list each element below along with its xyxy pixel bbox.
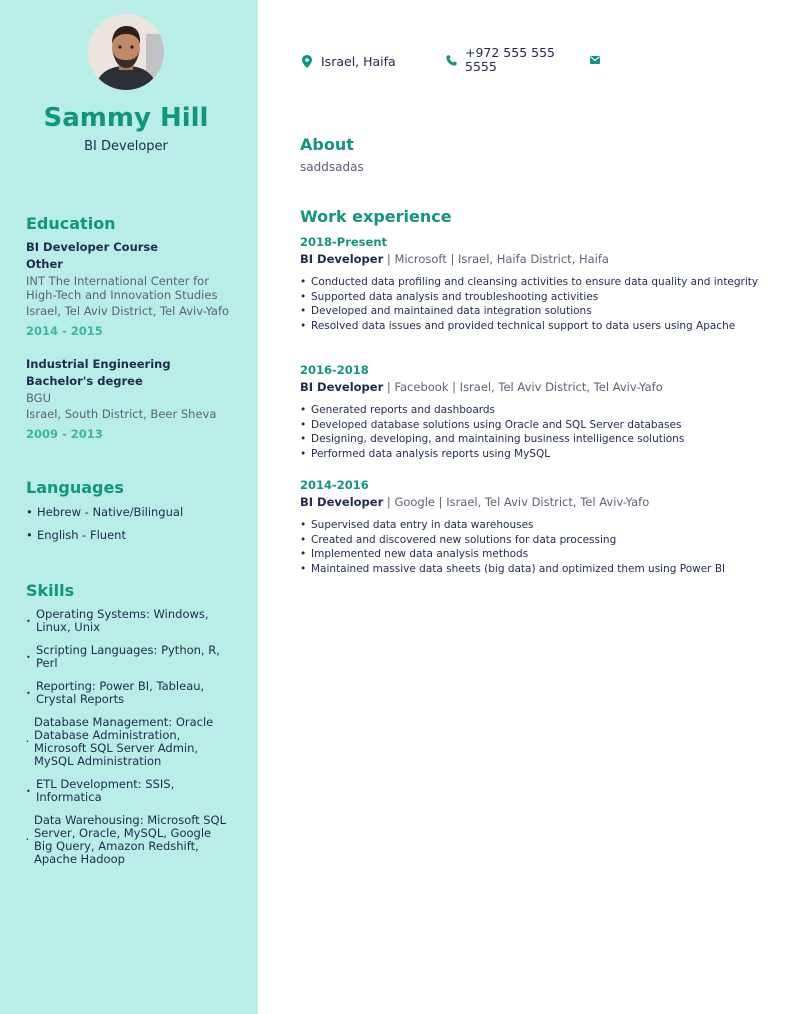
bullet-icon: • — [26, 786, 31, 796]
bullet-icon: • — [26, 836, 29, 843]
candidate-role: BI Developer — [84, 139, 168, 154]
languages-heading: Languages — [26, 478, 124, 497]
education-years: 2009 - 2013 — [26, 427, 103, 441]
job-title: BI Developer — [300, 252, 384, 266]
skill-item: • Operating Systems: Windows, Linux, Unix — [26, 607, 209, 634]
separator: | — [450, 252, 455, 266]
education-location: Israel, South District, Beer Sheva — [26, 407, 217, 421]
contact-bar — [300, 46, 780, 76]
work-heading: Work experience — [300, 207, 452, 226]
education-degree: Other — [26, 257, 63, 271]
job-title: BI Developer — [300, 495, 384, 509]
education-years: 2014 - 2015 — [26, 324, 103, 338]
mail-icon[interactable] — [590, 56, 600, 64]
job-bullet: • Conducted data profiling and cleansing activities to ensure data quality and integrity — [300, 276, 770, 290]
job-summary — [300, 252, 770, 267]
job-bullet: • Supervised data entry in data warehouses — [300, 519, 770, 533]
job-location: Israel, Tel Aviv District, Tel Aviv-Yafo — [459, 380, 663, 394]
separator: | — [438, 495, 443, 509]
job-title: BI Developer — [300, 380, 384, 394]
job-company: Facebook — [394, 380, 449, 394]
job-period: 2018-Present — [300, 235, 388, 249]
skills-heading: Skills — [26, 581, 75, 600]
bullet-icon: • — [26, 688, 31, 698]
phone-text: +972 555 555 5555 — [465, 45, 555, 74]
job-bullets — [300, 519, 770, 576]
separator: | — [386, 252, 391, 266]
profile-photo — [88, 14, 164, 90]
job-company: Microsoft — [394, 252, 447, 266]
bullet-icon: • — [26, 652, 31, 662]
job-bullets — [300, 404, 770, 461]
location-pin-icon — [302, 55, 312, 68]
job-period: 2014-2016 — [300, 478, 369, 492]
job-bullet: • Created and discovered new solutions for data processing — [300, 534, 770, 548]
job-summary — [300, 380, 770, 395]
skill-item: • Database Management: Oracle Database Administration, Microsoft SQL Server Admin, MySQL Administration — [26, 715, 214, 768]
education-school: BGU — [26, 391, 52, 405]
job-bullet: • Developed and maintained data integration solutions — [300, 305, 770, 319]
separator: | — [386, 495, 391, 509]
bullet-icon: • — [26, 616, 31, 626]
bullet-icon: • — [26, 505, 33, 519]
job-entry — [300, 234, 770, 334]
separator: | — [386, 380, 391, 394]
skills-list — [26, 608, 226, 866]
job-bullet: • Resolved data issues and provided technical support to data users using Apache — [300, 320, 770, 334]
education-entry — [26, 356, 236, 442]
job-bullet: • Designing, developing, and maintaining business intelligence solutions — [300, 433, 770, 447]
language-item: • Hebrew - Native/Bilingual — [26, 505, 184, 519]
avatar — [88, 14, 164, 90]
job-bullet: • Supported data analysis and troubleshooting activities — [300, 291, 770, 305]
education-course: Industrial Engineering — [26, 357, 171, 371]
education-school: INT The International Center for High-Tech and Innovation Studies — [26, 274, 218, 302]
job-bullets — [300, 276, 770, 333]
languages-list — [26, 505, 226, 551]
job-bullet: • Implemented new data analysis methods — [300, 548, 770, 562]
contact-phone[interactable] — [446, 46, 566, 74]
skill-item: • ETL Development: SSIS, Informatica — [26, 777, 175, 804]
education-degree: Bachelor's degree — [26, 374, 143, 388]
job-entry — [300, 362, 770, 462]
sidebar — [0, 0, 258, 1014]
bullet-icon: • — [26, 738, 29, 745]
job-entry — [300, 477, 770, 577]
separator: | — [452, 380, 457, 394]
job-location: Israel, Haifa District, Haifa — [457, 252, 609, 266]
education-heading: Education — [26, 214, 116, 233]
phone-icon — [446, 55, 457, 66]
job-period: 2016-2018 — [300, 363, 369, 377]
job-bullet: • Generated reports and dashboards — [300, 404, 770, 418]
location-text: Israel, Haifa — [321, 54, 396, 69]
job-company: Google — [394, 495, 435, 509]
skill-item: • Reporting: Power BI, Tableau, Crystal Reports — [26, 679, 205, 706]
candidate-name: Sammy Hill — [43, 103, 209, 133]
job-bullet: • Developed database solutions using Oracle and SQL Server databases — [300, 419, 770, 433]
job-location: Israel, Tel Aviv District, Tel Aviv-Yafo — [446, 495, 650, 509]
job-bullet: • Maintained massive data sheets (big data) and optimized them using Power BI — [300, 563, 770, 577]
job-summary — [300, 495, 770, 510]
language-item: • English - Fluent — [26, 528, 126, 542]
bullet-icon: • — [26, 528, 33, 542]
contact-email[interactable] — [590, 56, 600, 64]
skill-item: • Scripting Languages: Python, R, Perl — [26, 643, 220, 670]
about-heading: About — [300, 135, 354, 154]
education-entry — [26, 239, 236, 339]
education-course: BI Developer Course — [26, 240, 159, 254]
about-text: saddsadas — [300, 160, 364, 174]
skill-item: • Data Warehousing: Microsoft SQL Server, Oracle, MySQL, Google Big Query, Amazon Redshift, Apache Hadoop — [26, 813, 227, 866]
job-bullet: • Performed data analysis reports using MySQL — [300, 448, 770, 462]
education-location: Israel, Tel Aviv District, Tel Aviv-Yafo — [26, 304, 230, 318]
contact-location — [302, 54, 396, 69]
